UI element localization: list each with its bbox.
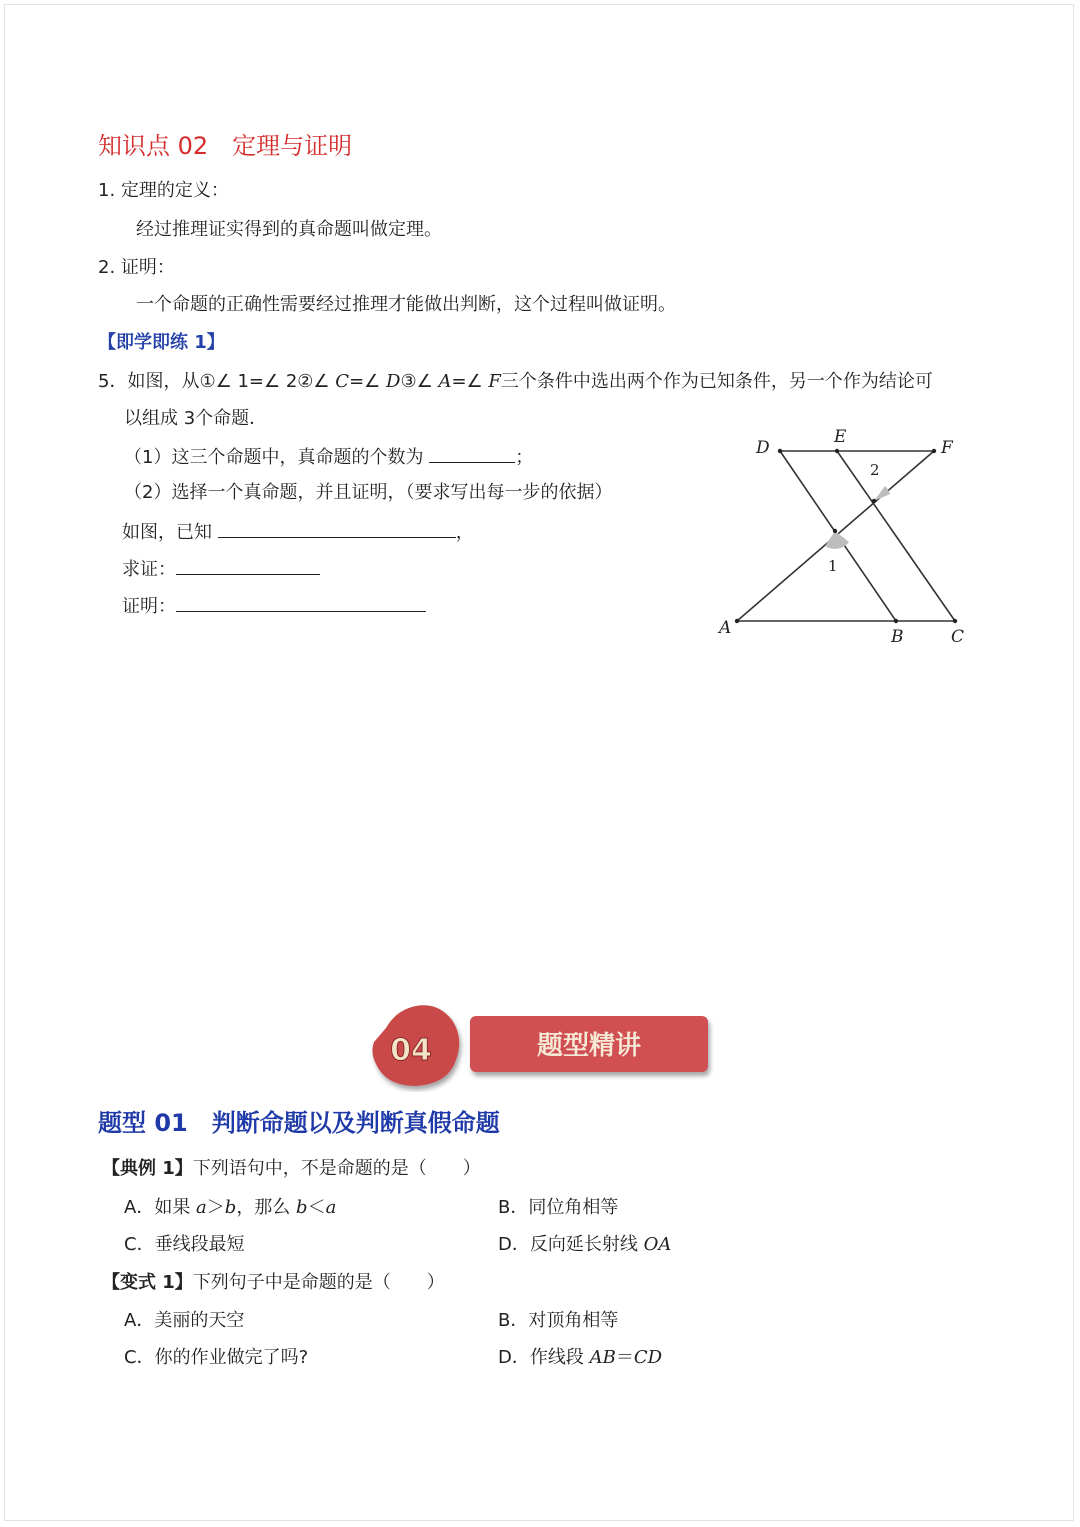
label-D: D — [756, 438, 770, 458]
known-end: ， — [455, 522, 474, 543]
var-b: b — [296, 1197, 308, 1218]
example-1-text: 下列语句中，不是命题的是（ ） — [192, 1158, 481, 1179]
example-1-tag: 【典例 1】 — [102, 1158, 193, 1179]
var-a: a — [325, 1197, 337, 1218]
geometry-figure — [700, 420, 990, 660]
label-E: E — [834, 427, 847, 447]
question-type-text: 判断命题以及判断真假命题 — [211, 1109, 500, 1137]
prove-blank[interactable] — [176, 556, 320, 575]
question-type-title — [98, 1107, 500, 1139]
label-B: B — [891, 627, 904, 647]
eq-sign: ＝ — [615, 1347, 634, 1368]
sub-question-1 — [124, 444, 533, 470]
practice-heading: 【即学即练 1】 — [98, 332, 225, 353]
question-type-number: 题型 01 — [98, 1109, 188, 1137]
point-C — [953, 619, 957, 623]
example-1-stem — [102, 1157, 481, 1181]
knowledge-point-text: 定理与证明 — [232, 132, 353, 160]
option-text: A．如果 — [124, 1197, 197, 1218]
point-A — [735, 619, 739, 623]
var-A: A — [438, 371, 452, 392]
intersection-2 — [872, 499, 876, 503]
question-text: 三个条件中选出两个作为已知条件，另一个作为结论可 — [500, 371, 933, 392]
question-number: 5． — [98, 371, 128, 392]
banner-label: 题型精讲 — [536, 1031, 642, 1061]
label-C: C — [951, 627, 965, 647]
example-1-option-a[interactable] — [124, 1196, 336, 1220]
definition-body: 经过推理证实得到的真命题叫做定理。 — [136, 219, 442, 240]
question-5-line2: 以组成 3个命题． — [124, 408, 268, 429]
var-C: C — [335, 371, 350, 392]
question-text: =∠ — [349, 371, 387, 392]
label-A: A — [719, 618, 732, 638]
gt-sign: ＞ — [206, 1197, 225, 1218]
proof-body: 一个命题的正确性需要经过推理才能做出判断，这个过程叫做证明。 — [136, 294, 676, 315]
question-text: 如图，从①∠ 1=∠ 2②∠ — [127, 371, 336, 392]
segment-AB: AB — [589, 1347, 616, 1368]
proof-heading: 2. 证明： — [98, 257, 175, 278]
var-b: b — [224, 1197, 237, 1218]
proof-line — [122, 593, 426, 619]
prove-label: 求证： — [122, 559, 176, 580]
sub-question-2: （2）选择一个真命题，并且证明，（要求写出每一步的依据） — [124, 482, 613, 503]
segment-CD: CD — [633, 1347, 663, 1368]
known-blank[interactable] — [218, 519, 456, 538]
sub-question-1-text: （1）这三个命题中，真命题的个数为 — [124, 447, 430, 468]
option-text: D．反向延长射线 — [498, 1234, 644, 1255]
variant-1-option-a[interactable]: A．美丽的天空 — [124, 1310, 245, 1331]
variant-1-option-c[interactable]: C．你的作业做完了吗? — [124, 1347, 309, 1368]
knowledge-point-number: 知识点 02 — [98, 132, 209, 160]
label-F: F — [941, 438, 953, 458]
question-text: ③∠ — [400, 371, 439, 392]
known-line — [122, 519, 474, 545]
var-D: D — [386, 371, 401, 392]
variant-1-tag: 【变式 1】 — [102, 1272, 193, 1293]
angle-2-label: 2 — [870, 461, 880, 479]
point-E — [835, 449, 839, 453]
segment-EC — [837, 451, 955, 621]
proof-blank[interactable] — [176, 593, 426, 612]
banner-number: 04 — [390, 1033, 432, 1068]
point-D — [778, 449, 782, 453]
option-text: ，那么 — [236, 1197, 297, 1218]
sub-question-1-end: ； — [515, 447, 534, 468]
question-5-line1 — [98, 370, 933, 394]
point-B — [894, 619, 898, 623]
var-F: F — [488, 371, 501, 392]
intersection-1 — [833, 529, 837, 533]
lt-sign: ＜ — [307, 1197, 326, 1218]
example-1-option-c[interactable]: C．垂线段最短 — [124, 1234, 245, 1255]
example-1-option-b[interactable]: B．同位角相等 — [498, 1197, 619, 1218]
question-text: =∠ — [451, 371, 489, 392]
known-label: 如图，已知 — [122, 522, 218, 543]
var-a: a — [196, 1197, 207, 1218]
point-F — [932, 449, 936, 453]
variant-1-option-b[interactable]: B．对顶角相等 — [498, 1310, 619, 1331]
option-text: D．作线段 — [498, 1347, 590, 1368]
prove-line — [122, 556, 320, 582]
variant-1-text: 下列句子中是命题的是（ ） — [192, 1272, 445, 1293]
knowledge-point-title — [98, 130, 352, 162]
proof-label: 证明： — [122, 596, 176, 617]
variant-1-stem — [102, 1271, 445, 1295]
ray-OA: OA — [643, 1234, 672, 1255]
variant-1-option-d[interactable] — [498, 1346, 662, 1370]
section-banner — [368, 1000, 718, 1092]
answer-blank-1[interactable] — [429, 444, 515, 463]
example-1-option-d[interactable] — [498, 1233, 671, 1257]
angle-1-label: 1 — [828, 557, 838, 575]
definition-heading: 1. 定理的定义： — [98, 180, 229, 201]
angle-2-arc — [874, 486, 890, 501]
